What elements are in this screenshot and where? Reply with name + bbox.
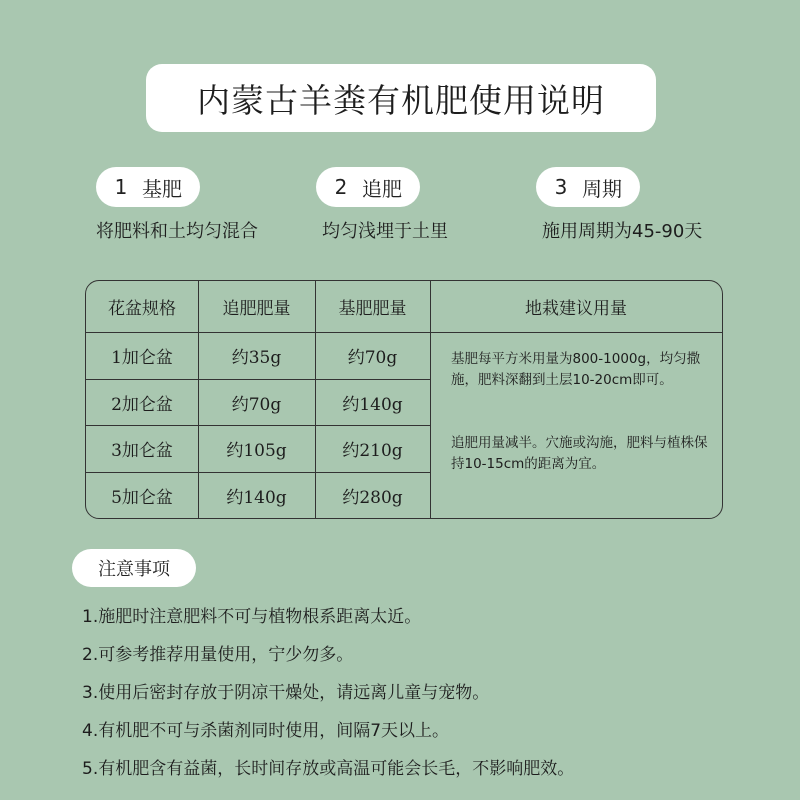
list-item: 2.可参考推荐用量使用，宁少勿多。 xyxy=(82,645,354,665)
list-item: 1.施肥时注意肥料不可与植物根系距离太近。 xyxy=(82,607,422,627)
step-1-number: 1 xyxy=(114,175,128,199)
header-base-fertilizer: 基肥肥量 xyxy=(338,299,407,319)
table-cell-base: 约280g xyxy=(342,487,403,508)
list-item: 4.有机肥不可与杀菌剂同时使用，间隔7天以上。 xyxy=(82,721,450,741)
table-cell-pot: 5加仑盆 xyxy=(111,487,173,508)
list-item: 5.有机肥含有益菌，长时间存放或高温可能会长毛，不影响肥效。 xyxy=(82,759,575,779)
table-cell-pot: 3加仑盆 xyxy=(111,441,173,461)
table-cell-top: 约105g xyxy=(226,441,287,461)
step-2-badge xyxy=(316,167,420,207)
table-cell-base: 约210g xyxy=(342,441,403,461)
header-top-dressing: 追肥肥量 xyxy=(222,299,291,319)
step-3-number: 3 xyxy=(554,175,568,199)
table-cell-pot: 1加仑盆 xyxy=(111,348,173,368)
step-2-desc: 均匀浅埋于土里 xyxy=(322,221,448,242)
table-cell-top: 约140g xyxy=(226,487,287,508)
ground-note-top: 追肥用量减半。穴施或沟施，肥料与植株保持10-15cm的距离为宜。 xyxy=(451,435,708,472)
table-cell-base: 约140g xyxy=(342,394,403,415)
step-3-badge xyxy=(536,167,640,207)
notes-list xyxy=(82,598,574,788)
page-title: 内蒙古羊粪有机肥使用说明 xyxy=(146,64,656,132)
step-1-label: 基肥 xyxy=(142,176,182,201)
step-3-desc: 施用周期为45-90天 xyxy=(542,221,703,242)
ground-note-base: 基肥每平方米用量为800-1000g，均匀撒施，肥料深翻到土层10-20cm即可。 xyxy=(451,351,701,388)
step-3-label: 周期 xyxy=(582,176,622,201)
table-cell-base: 约70g xyxy=(347,348,398,368)
table-cell-top: 约70g xyxy=(231,394,282,415)
header-ground-dosage: 地栽建议用量 xyxy=(525,299,627,319)
step-2-number: 2 xyxy=(334,175,348,199)
notes-heading: 注意事项 xyxy=(72,549,196,587)
table-cell-pot: 2加仑盆 xyxy=(111,394,173,415)
header-pot-size: 花盆规格 xyxy=(108,299,176,319)
step-1-desc: 将肥料和土均匀混合 xyxy=(96,221,258,242)
dosage-table xyxy=(85,280,723,519)
step-2-label: 追肥 xyxy=(362,176,402,201)
step-1-badge xyxy=(96,167,200,207)
table-cell-top: 约35g xyxy=(231,348,282,368)
list-item: 3.使用后密封存放于阴凉干燥处，请远离儿童与宠物。 xyxy=(82,683,490,703)
